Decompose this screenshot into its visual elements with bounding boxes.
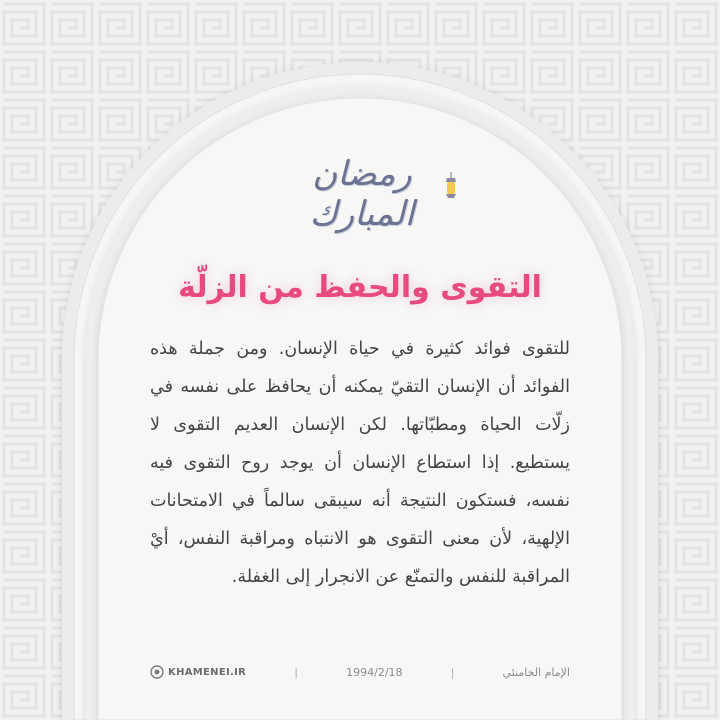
lantern-icon (444, 172, 458, 202)
footer-separator: | (450, 665, 455, 679)
page-title: التقوى والحفظ من الزلّة (178, 270, 542, 305)
body-paragraph: للتقوى فوائد كثيرة في حياة الإنسان. ومن جملة هذه الفوائد أن الإنسان التقيّ يمكنه أن يحافظ على نفسه في زلّات الحياة ومطبّاتها. لكن الإنسان العديم التقوى لا يستطيع. إذا استطاع الإنسان أن يوجد روح التقوى فيه نفسه، فستكون النتيجة أنه سيبقى سالماً في الامتحانات الإلهية، لأن معنى التقوى هو الانتباه ومراقبة النفس، أيْ المراقبة للنفس والتمنّع عن الانجرار إلى الغفلة. (150, 339, 570, 587)
author-name: الإمام الخامنئي (502, 665, 570, 679)
footer-separator: | (294, 665, 298, 679)
footer (150, 665, 570, 679)
brand (150, 665, 246, 679)
brand-logo-icon (150, 665, 164, 679)
brand-name: KHAMENEI.IR (168, 666, 247, 678)
ramadan-logo (262, 150, 462, 234)
date: 1994/2/18 (346, 665, 403, 679)
logo-text: رمضان المبارك (309, 154, 415, 234)
